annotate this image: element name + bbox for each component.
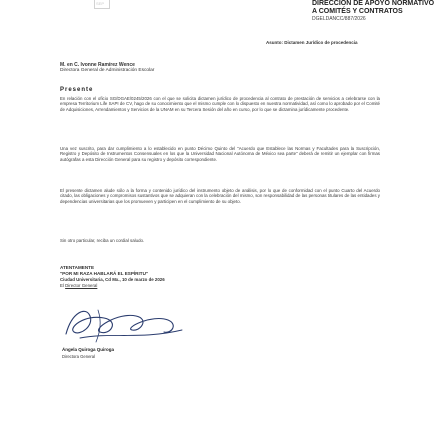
reference-number: DGELDANCC/887/2026 xyxy=(312,16,366,22)
body-paragraph-2: Una vez suscrito, para dar cumplimiento a lo establecido en punto Décimo Quinto del "Acuerdo que Establece las Normas y Facultades para la Suscripción, Registro y Depósito de Instrumentos Consensuales en los que la Universidad Nacional Autónoma de México sea parte" deberá de remitir un ejemplar con firmas autógrafas a esta Dirección General para su registro y depósito correspondiente. xyxy=(60,146,380,162)
recipient-name: M. en C. Ivonne Ramírez Wence xyxy=(60,62,135,68)
body-paragraph-1: En relación con el oficio SG/DGAE/0245/2026 con el que se solicita dictamen jurídico de procedencia al contrato de prestación de servicios a celebrarse con la empresa Territorium Life SAPI de CV, hago de su conocimiento que el mismo cumple con lo dispuesto en nuestra normatividad, así como lo aprobado por el Comité de Adquisiciones, Arrendamientos y Servicios de la UNAM en su Tercera Sesión del año en curso, por lo que se dictamina jurídicamente procedente. xyxy=(60,96,380,112)
department-name-line2: A COMITÉS Y CONTRATOS xyxy=(312,8,403,15)
recipient-block xyxy=(60,62,154,74)
closing-block xyxy=(60,265,165,289)
closing-regards: ATENTAMENTE xyxy=(60,265,95,270)
recipient-title: Directora General de Administración Escolar xyxy=(60,68,155,73)
body-paragraph-4: Sin otro particular, reciba un cordial saludo. xyxy=(60,238,145,243)
closing-role-suffix: Director General xyxy=(65,283,98,288)
institution-logo xyxy=(94,0,110,9)
logo-text: SEP xyxy=(96,1,105,6)
document-header xyxy=(312,0,440,22)
closing-motto: "POR MI RAZA HABLARÁ EL ESPÍRITU" xyxy=(60,271,149,276)
closing-role-line xyxy=(60,283,165,289)
signatory-role: Directora General xyxy=(62,354,96,359)
closing-place-date: Ciudad Universitaria, Cd Mx., 10 de marzo de 2026 xyxy=(60,277,165,282)
department-name-line1: DIRECCIÓN DE APOYO NORMATIVO xyxy=(312,0,435,7)
closing-role-prefix: El xyxy=(60,283,66,288)
subject-line: Asunto: Dictamen Jurídico de procedencia xyxy=(266,40,358,45)
greeting: Presente xyxy=(60,87,94,93)
handwritten-signature xyxy=(60,302,190,344)
signatory-name: Ángela Quiroga Quiroga xyxy=(62,347,115,352)
body-paragraph-3: El presente dictamen alude sólo a la forma y contenido jurídico del instrumento objeto de análisis, por lo que de conformidad con el punto Cuarto del Acuerdo citado, las obligaciones y compromisos sustantivos que se adquieran con la celebración del mismo, son responsabilidad de las personas titulares de las entidades y dependencias universitarias que los promueven y participen en el cumplimiento de su objeto. xyxy=(60,188,380,204)
